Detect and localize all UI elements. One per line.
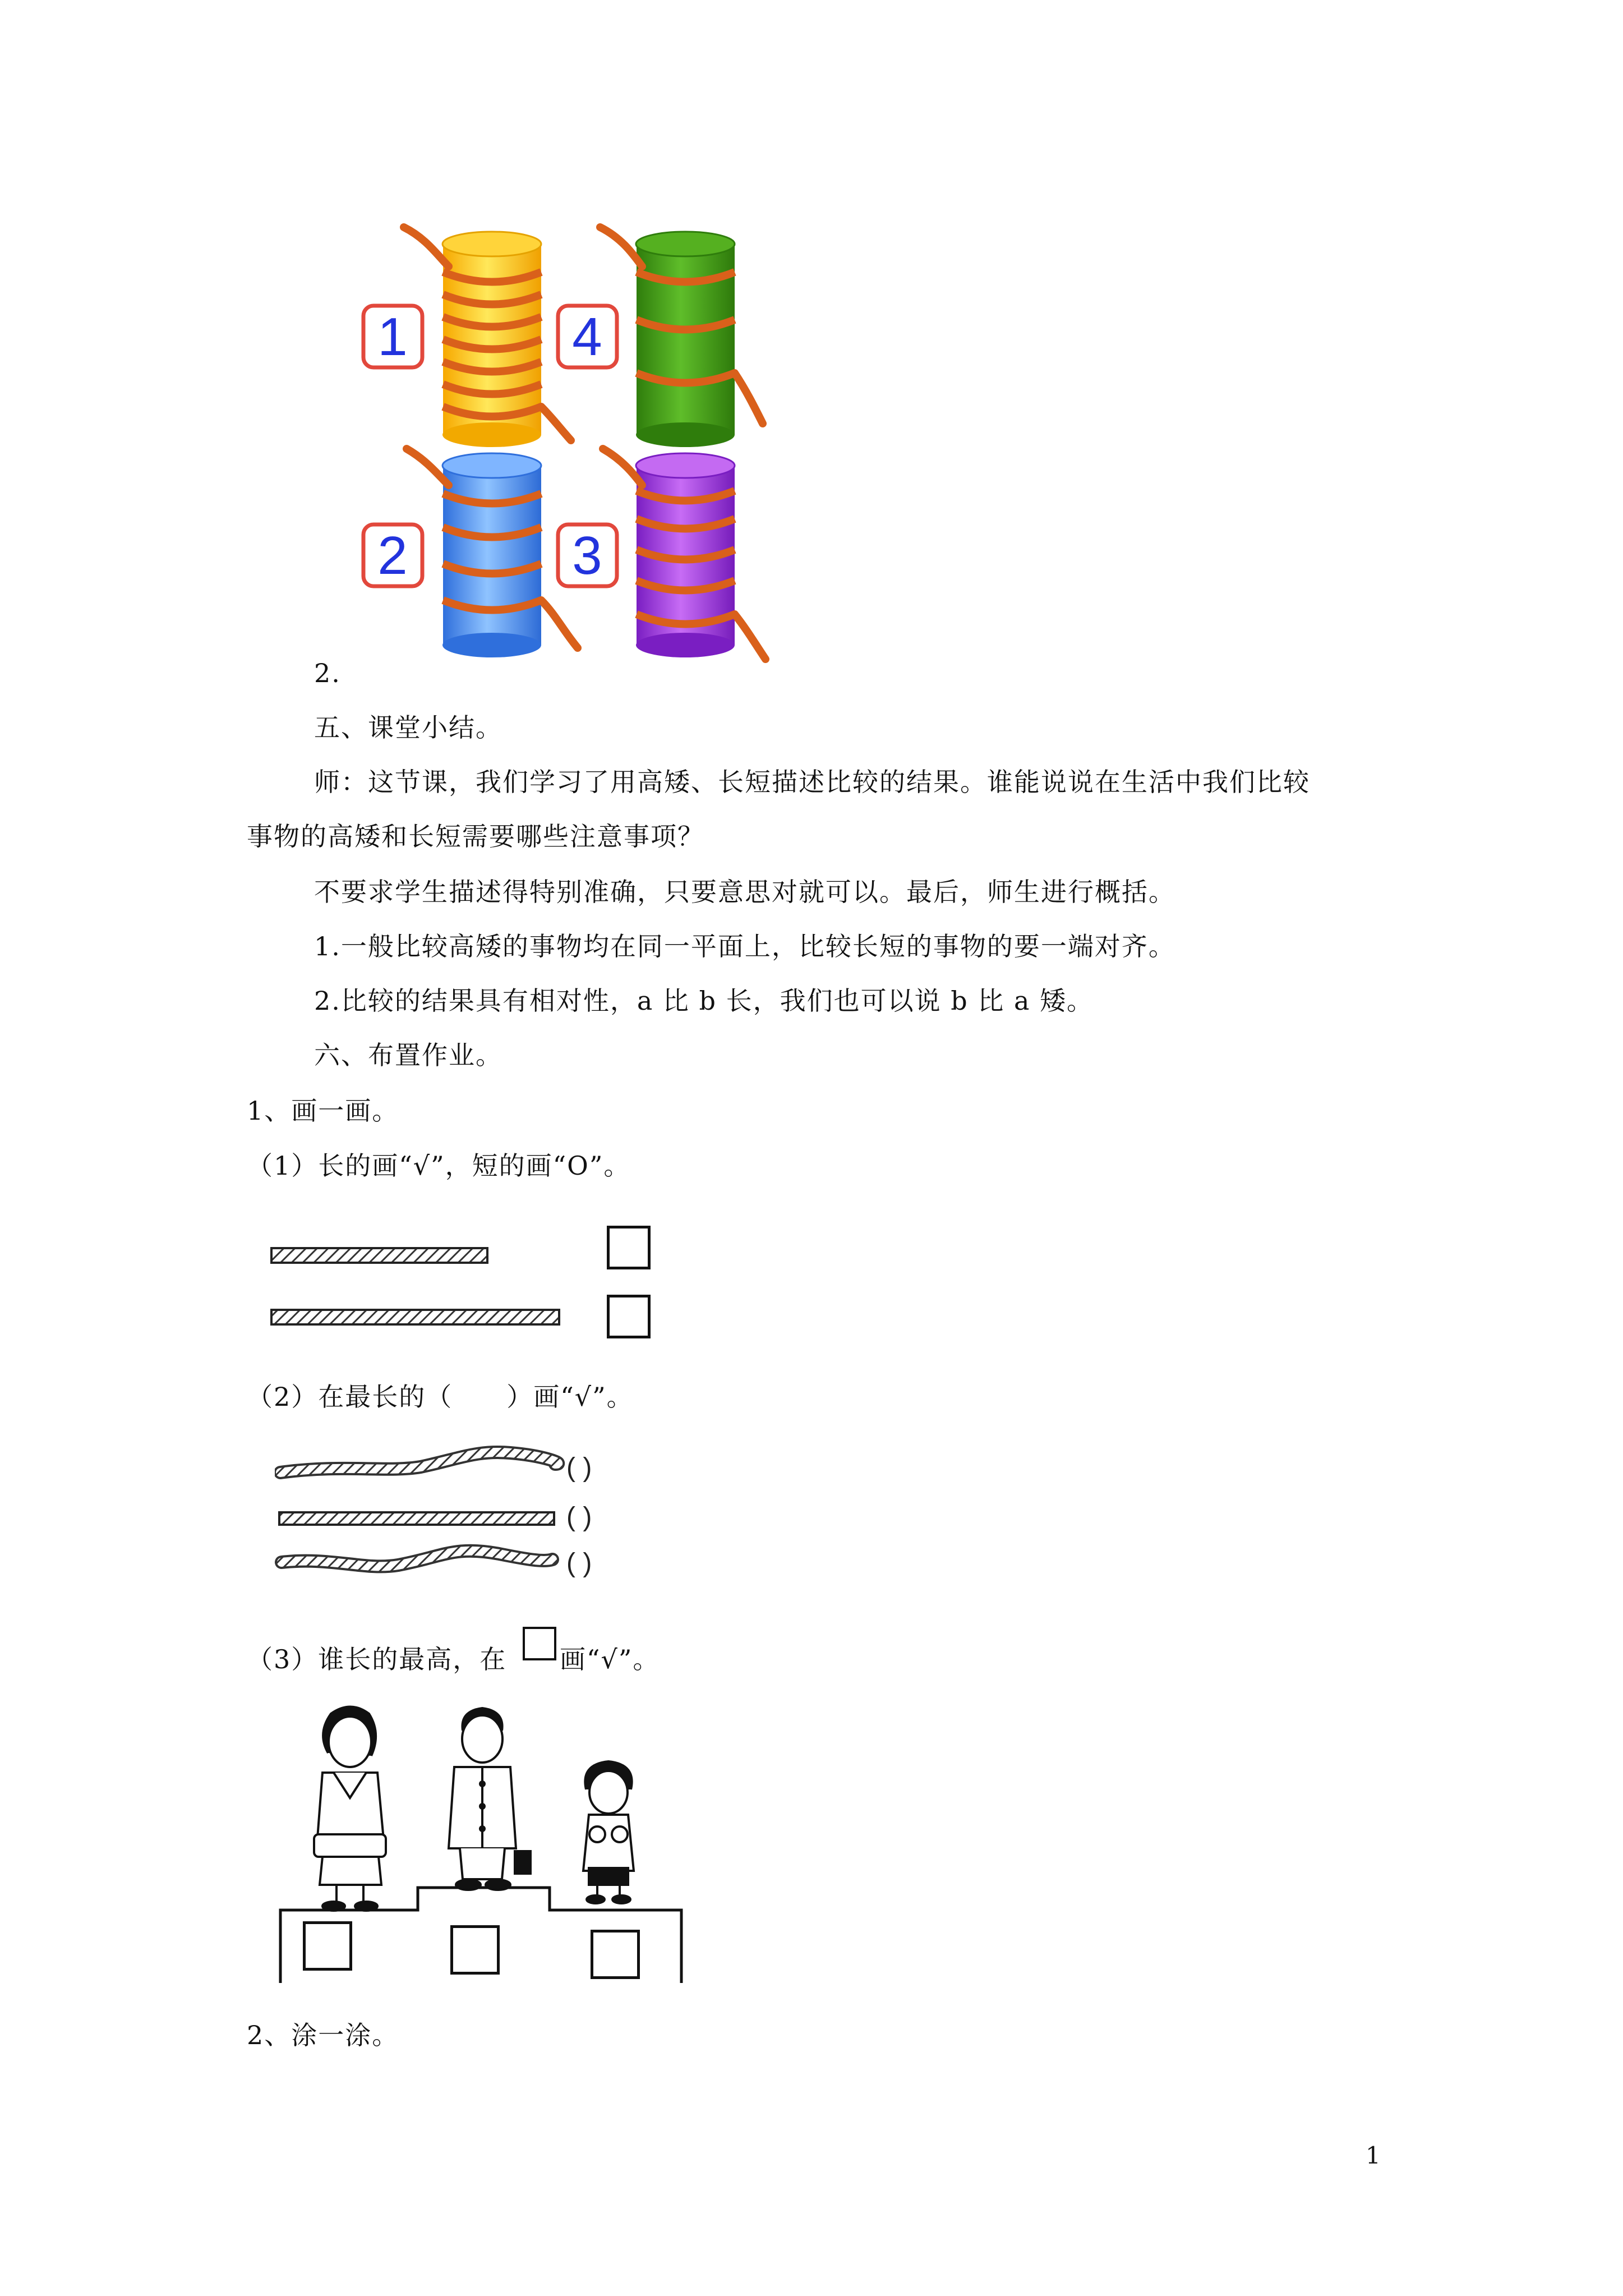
homework-2-heading: 2、涂一涂。 <box>247 2020 399 2050</box>
page-number: 1 <box>1366 2142 1381 2169</box>
label-2 <box>363 524 422 586</box>
svg-text:3: 3 <box>572 526 602 586</box>
answer-box-short[interactable] <box>607 1226 651 1269</box>
svg-text:1: 1 <box>377 307 408 367</box>
cylinder-3 <box>603 449 766 659</box>
cylinder-1 <box>404 227 571 447</box>
section-6-heading: 六、布置作业。 <box>314 1040 502 1070</box>
teacher-line-2: 事物的高矮和长短需要哪些注意事项？ <box>247 821 704 852</box>
paren-3: ( ) <box>566 1548 592 1578</box>
question-1: （1）长的画“√”，短的画“O”。 <box>247 1151 631 1181</box>
point-2: 2.比较的结果具有相对性，a 比 b 长，我们也可以说 b 比 a 矮。 <box>314 986 1094 1016</box>
svg-text:2: 2 <box>377 526 408 586</box>
question-3-part-b: 画“√”。 <box>560 1644 660 1674</box>
paren-1: ( ) <box>566 1453 592 1483</box>
answer-box-boy-middle[interactable] <box>450 1925 500 1975</box>
question-3-part-a: （3）谁长的最高，在 <box>247 1644 507 1674</box>
answer-box-long[interactable] <box>607 1295 651 1338</box>
paren-2: ( ) <box>566 1502 592 1532</box>
q2-figure <box>275 1442 645 1599</box>
item-2: 2. <box>314 658 341 688</box>
cylinders-figure <box>359 222 785 676</box>
homework-1-heading: 1、画一画。 <box>247 1096 399 1126</box>
cylinder-4 <box>600 227 763 447</box>
point-1: 1.一般比较高矮的事物均在同一平面上，比较长短的事物的要一端对齐。 <box>314 931 1175 961</box>
rope-middle <box>279 1512 554 1525</box>
section-5-heading: 五、课堂小结。 <box>314 712 502 743</box>
answer-box-girl-small[interactable] <box>591 1930 640 1979</box>
question-2: （2）在最长的（ ）画“√”。 <box>247 1382 634 1412</box>
answer-box-girl-tall[interactable] <box>303 1921 352 1971</box>
bar-short <box>271 1248 487 1263</box>
label-1 <box>363 306 422 367</box>
inline-box <box>523 1627 556 1660</box>
teacher-line-1: 师：这节课，我们学习了用高矮、长短描述比较的结果。谁能说说在生活中我们比较 <box>314 767 1310 797</box>
label-4 <box>558 306 617 367</box>
boy-middle <box>449 1708 531 1890</box>
girl-small <box>583 1761 634 1903</box>
bar-long <box>271 1310 559 1324</box>
label-3 <box>558 524 617 586</box>
cylinder-2 <box>407 449 578 657</box>
note-paragraph: 不要求学生描述得特别准确，只要意思对就可以。最后，师生进行概括。 <box>314 877 1175 907</box>
svg-text:4: 4 <box>572 307 602 367</box>
girl-tall <box>314 1707 386 1911</box>
